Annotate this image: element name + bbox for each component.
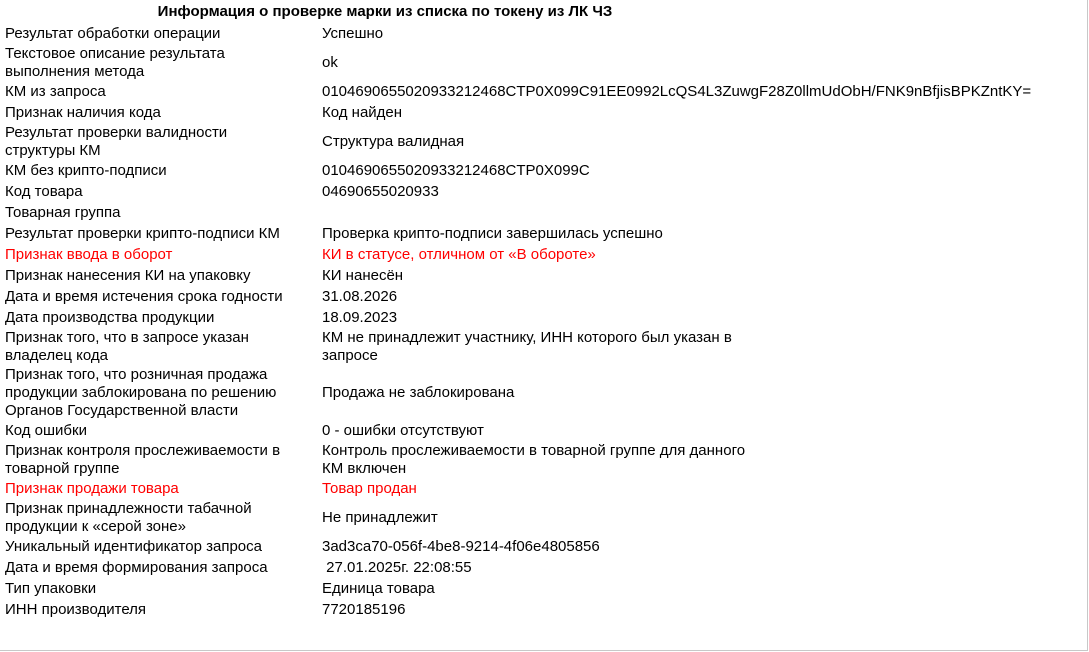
row-package-type bbox=[5, 578, 1080, 599]
field-value: КИ в статусе, отличном от «В обороте» bbox=[322, 245, 596, 263]
field-value: Успешно bbox=[322, 24, 384, 42]
row-signature-check bbox=[5, 223, 1080, 244]
row-circulation-status bbox=[5, 244, 1080, 265]
row-code-owner bbox=[5, 328, 1080, 365]
field-label: Признак продажи товара bbox=[5, 479, 179, 497]
field-value: Товар продан bbox=[322, 479, 417, 497]
field-label: Дата и время истечения срока годности bbox=[5, 287, 283, 305]
field-value: 31.08.2026 bbox=[322, 287, 398, 305]
row-method-description bbox=[5, 44, 1080, 81]
field-value: 3ad3ca70-056f-4be8-9214-4f06e4805856 bbox=[322, 537, 600, 555]
row-request-id bbox=[5, 536, 1080, 557]
row-product-code bbox=[5, 181, 1080, 202]
row-grey-zone bbox=[5, 499, 1080, 536]
field-label: Признак того, что в запросе указан владелец кода bbox=[5, 328, 249, 364]
field-label: Код товара bbox=[5, 182, 83, 200]
field-value: 18.09.2023 bbox=[322, 308, 398, 326]
field-label: Уникальный идентификатор запроса bbox=[5, 537, 262, 555]
row-retail-block bbox=[5, 365, 1080, 420]
field-value: КИ нанесён bbox=[322, 266, 404, 284]
report-table bbox=[5, 23, 1080, 620]
field-label: Товарная группа bbox=[5, 203, 121, 221]
report-title: Информация о проверке марки из списка по токену из ЛК ЧЗ bbox=[157, 3, 613, 20]
field-value: 7720185196 bbox=[322, 600, 406, 618]
field-label: ИНН производителя bbox=[5, 600, 147, 618]
row-sale-status bbox=[5, 478, 1080, 499]
field-value: Не принадлежит bbox=[322, 508, 438, 526]
field-value: 27.01.2025г. 22:08:55 bbox=[322, 558, 472, 576]
row-km-request bbox=[5, 81, 1080, 102]
field-label: Признак нанесения КИ на упаковку bbox=[5, 266, 251, 284]
field-value: Код найден bbox=[322, 103, 403, 121]
row-traceability-control bbox=[5, 441, 1080, 478]
row-expiry-date bbox=[5, 286, 1080, 307]
field-value: 04690655020933 bbox=[322, 182, 439, 200]
row-ki-applied bbox=[5, 265, 1080, 286]
field-label: КМ без крипто-подписи bbox=[5, 161, 167, 179]
field-value: Структура валидная bbox=[322, 132, 465, 150]
field-label: Результат обработки операции bbox=[5, 24, 221, 42]
field-value: 0 - ошибки отсутствуют bbox=[322, 421, 484, 439]
field-value: Единица товара bbox=[322, 579, 435, 597]
field-label: Дата производства продукции bbox=[5, 308, 215, 326]
field-value: Продажа не заблокирована bbox=[322, 383, 515, 401]
field-label: Результат проверки крипто-подписи КМ bbox=[5, 224, 280, 242]
field-value: Контроль прослеживаемости в товарной группе для данного КМ включен bbox=[322, 441, 746, 477]
field-label: КМ из запроса bbox=[5, 82, 106, 100]
row-request-datetime bbox=[5, 557, 1080, 578]
row-production-date bbox=[5, 307, 1080, 328]
field-label: Тип упаковки bbox=[5, 579, 97, 597]
row-manufacturer-inn bbox=[5, 599, 1080, 620]
field-label: Код ошибки bbox=[5, 421, 87, 439]
field-label: Признак того, что розничная продажа продукции заблокирована по решению Органов Государственной власти bbox=[5, 365, 277, 419]
field-label: Признак принадлежности табачной продукции к «серой зоне» bbox=[5, 499, 252, 535]
row-km-without-signature bbox=[5, 160, 1080, 181]
field-value: Проверка крипто-подписи завершилась успешно bbox=[322, 224, 663, 242]
row-error-code bbox=[5, 420, 1080, 441]
field-label: Дата и время формирования запроса bbox=[5, 558, 268, 576]
field-value: ok bbox=[322, 53, 338, 71]
field-value: 0104690655020933212468CTP0X099C91EE0992LcQS4L3ZuwgF28Z0llmUdObH/FNK9nBfjisBPKZntKY= bbox=[322, 82, 1032, 100]
field-label: Признак ввода в оборот bbox=[5, 245, 173, 263]
field-label: Признак наличия кода bbox=[5, 103, 161, 121]
field-label: Признак контроля прослеживаемости в товарной группе bbox=[5, 441, 281, 477]
row-code-presence bbox=[5, 102, 1080, 123]
row-structure-validity bbox=[5, 123, 1080, 160]
field-value: 0104690655020933212468CTP0X099C bbox=[322, 161, 590, 179]
field-value: КМ не принадлежит участнику, ИНН которого был указан в запросе bbox=[322, 328, 732, 364]
field-label: Текстовое описание результата выполнения метода bbox=[5, 44, 225, 80]
field-label: Результат проверки валидности структуры КМ bbox=[5, 123, 228, 159]
row-operation-result bbox=[5, 23, 1080, 44]
row-product-group bbox=[5, 202, 1080, 223]
